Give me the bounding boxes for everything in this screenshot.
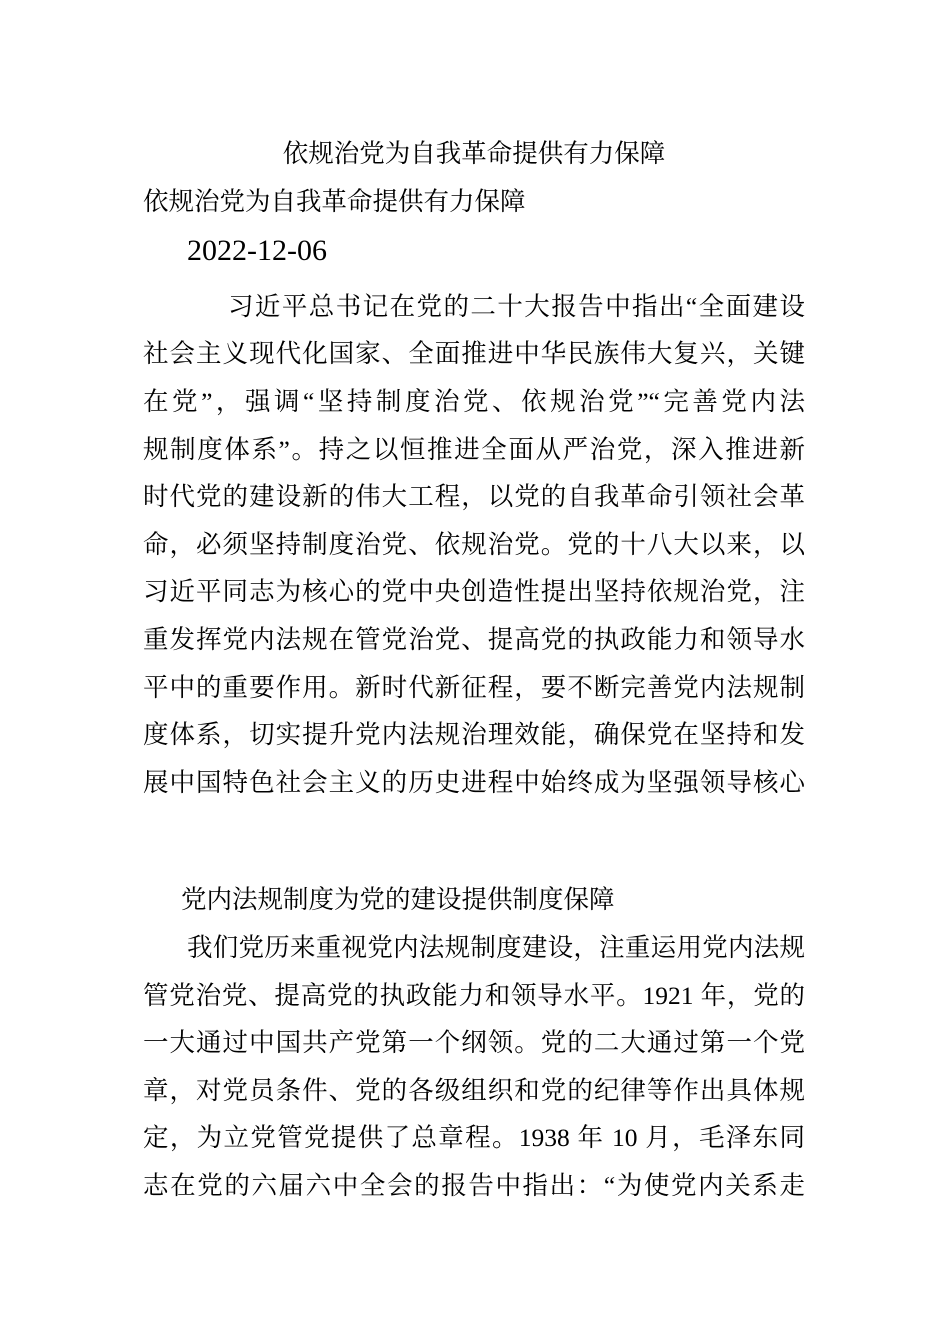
paragraph-line: 规制度体系”。持之以恒推进全面从严治党，深入推进新 [143,434,805,464]
paragraph-line: 志在党的六届六中全会的报告中指出：“为使党内关系走 [143,1170,805,1200]
doc-subtitle: 依规治党为自我革命提供有力保障 [143,186,526,216]
paragraph-line: 时代党的建设新的伟大工程，以党的自我革命引领社会革 [143,482,805,512]
paragraph-line: 管党治党、提高党的执政能力和领导水平。1921 年，党的 [143,980,805,1010]
paragraph-line: 重发挥党内法规在管党治党、提高党的执政能力和领导水 [143,624,805,654]
paragraph-line: 定，为立党管党提供了总章程。1938 年 10 月，毛泽东同 [143,1123,805,1153]
paragraph-line: 命，必须坚持制度治党、依规治党。党的十八大以来，以 [143,529,805,559]
paragraph-line: 度体系，切实提升党内法规治理效能，确保党在坚持和发 [143,720,805,750]
doc-title: 依规治党为自我革命提供有力保障 [282,139,666,168]
paragraph-line: 我们党历来重视党内法规制度建设，注重运用党内法规 [187,932,805,962]
paragraph-line: 展中国特色社会主义的历史进程中始终成为坚强领导核心 [143,767,805,797]
paragraph-line: 在党”，强调“坚持制度治党、依规治党”“完善党内法 [143,386,805,416]
paragraph-line: 章，对党员条件、党的各级组织和党的纪律等作出具体规 [143,1075,805,1105]
paragraph-line: 习近平同志为核心的党中央创造性提出坚持依规治党，注 [143,577,805,607]
paragraph-line: 平中的重要作用。新时代新征程，要不断完善党内法规制 [143,672,805,702]
doc-date: 2022-12-06 [187,234,327,268]
paragraph-line: 习近平总书记在党的二十大报告中指出“全面建设 [228,291,805,321]
paragraph-line: 社会主义现代化国家、全面推进中华民族伟大复兴，关键 [143,339,805,369]
section-heading: 党内法规制度为党的建设提供制度保障 [181,885,615,915]
paragraph-line: 一大通过中国共产党第一个纲领。党的二大通过第一个党 [143,1028,805,1058]
